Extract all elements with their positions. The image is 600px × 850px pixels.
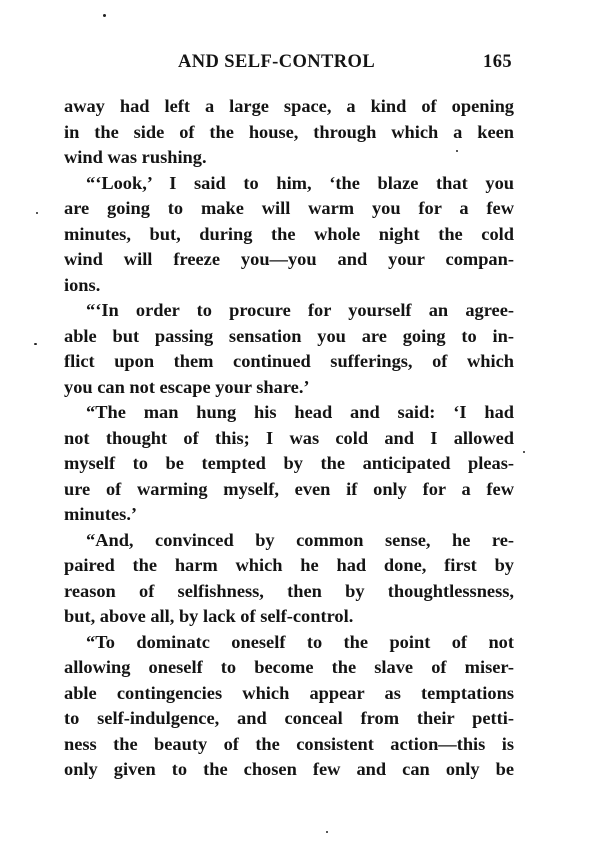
text-line: away had left a large space, a kind of opening [64,96,514,116]
page-number: 165 [483,52,512,72]
text-line: able contingencies which appear as temptations [64,682,514,703]
text-line: but, above all, by lack of self-control. [64,606,354,626]
book-page [64,52,514,783]
running-title: AND SELF-CONTROL [178,52,376,72]
text-line: paired the harm which he had done, first by [64,555,514,575]
text-line: able but passing sensation you are going to in- [64,325,514,346]
print-speck [326,831,328,833]
running-head [64,52,514,82]
print-speck [103,14,106,17]
text-line: “The man hung his head and said: ‘I had [86,402,514,422]
text-line: only given to the chosen few and can only be [64,759,514,779]
text-line: “‘In order to procure for yourself an agree- [86,300,514,320]
text-line: to self-indulgence, and conceal from their petti- [64,708,514,728]
text-line: in the side of the house, through which a keen [64,121,514,142]
body-text [64,94,514,783]
text-line: “And, convinced by common sense, he re- [86,529,514,550]
text-line: wind will freeze you—you and your compan- [64,249,514,269]
text-line: allowing oneself to become the slave of miser- [64,657,514,677]
text-line: “To dominatc oneself to the point of not [86,631,514,652]
text-line: are going to make will warm you for a few [64,198,514,218]
text-line: ions. [64,274,101,295]
text-line: flict upon them continued sufferings, of which [64,351,514,371]
text-line: myself to be tempted by the anticipated pleas- [64,453,514,473]
text-line: minutes, but, during the whole night the cold [64,223,514,244]
text-line: ure of warming myself, even if only for a few [64,478,514,499]
text-line: ness the beauty of the consistent action—this is [64,733,514,754]
text-line: you can not escape your share.’ [64,376,310,397]
text-line: minutes.’ [64,504,138,524]
text-line: “‘Look,’ I said to him, ‘the blaze that you [86,172,514,193]
print-speck [36,212,38,214]
print-speck [523,451,525,453]
text-line: not thought of this; I was cold and I allowed [64,427,514,448]
text-line: reason of selfishness, then by thoughtlessness, [64,580,514,601]
text-line: wind was rushing. [64,147,207,167]
print-speck [34,343,37,345]
